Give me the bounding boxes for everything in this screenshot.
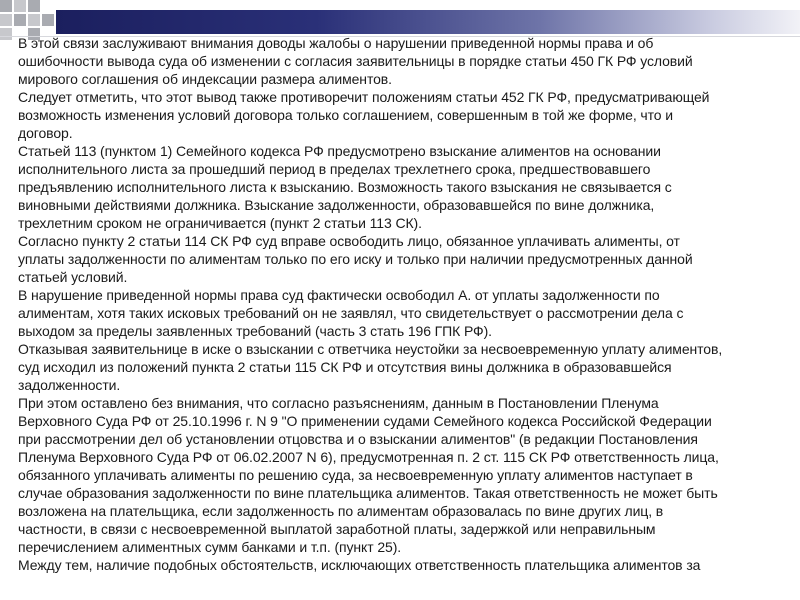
- text-line: задолженности.: [18, 377, 121, 393]
- text-line: возложена на плательщика, если задолженность по алиментам образовалась по вине других лиц, в: [18, 503, 664, 519]
- text-line: перечислением алиментных сумм банками и т.п. (пункт 25).: [18, 539, 402, 555]
- slide-header-bar: [56, 10, 800, 34]
- text-line: обязанного уплачивать алименты по решению суда, за несвоевременную уплату алиментов наступает в: [18, 467, 693, 483]
- decor-square: [28, 0, 40, 12]
- decor-square: [0, 14, 12, 26]
- decor-square: [14, 14, 26, 26]
- text-line: В этой связи заслуживают внимания доводы жалобы о нарушении приведенной нормы права и об: [18, 35, 654, 51]
- text-line: В нарушение приведенной нормы права суд фактически освободил А. от уплаты задолженности по: [18, 287, 660, 303]
- text-line: при рассмотрении дел об установлении отцовства и о взыскании алиментов" (в редакции Постановления: [18, 431, 698, 447]
- decor-square: [14, 0, 26, 12]
- text-paragraph: [18, 556, 800, 574]
- text-paragraph: [18, 232, 800, 286]
- text-line: уплаты задолженности по алиментам только по его иску и только при наличии предусмотренных данной: [18, 251, 693, 267]
- text-line: виновными действиями должника. Взыскание задолженности, образовавшейся по вине должника,: [18, 197, 655, 213]
- decor-square: [42, 14, 54, 26]
- text-line: исполнительного листа за прошедший период в пределах трехлетнего срока, предшествовавшего: [18, 161, 651, 177]
- text-line: Между тем, наличие подобных обстоятельств, исключающих ответственность плательщика алиментов за: [18, 557, 701, 573]
- text-line: возможность изменения условий договора только соглашением, совершенным в той же форме, что и: [18, 107, 673, 123]
- text-paragraph: [18, 88, 800, 142]
- text-paragraph: [18, 340, 800, 394]
- text-line: суд исходил из положений пункта 2 статьи 115 СК РФ и отсутствия вины должника в образовавшейся: [18, 359, 672, 375]
- text-line: трехлетним сроком не ограничивается (пункт 2 статьи 113 СК).: [18, 215, 422, 231]
- text-line: Статьей 113 (пунктом 1) Семейного кодекса РФ предусмотрено взыскание алиментов на основании: [18, 143, 661, 159]
- text-paragraph: [18, 394, 800, 556]
- text-line: предъявлению исполнительного листа к взысканию. Возможность такого взыскания не связывается с: [18, 179, 672, 195]
- decor-square: [0, 0, 12, 12]
- text-line: договор.: [18, 125, 73, 141]
- slide-text-body: [18, 34, 800, 600]
- text-line: выходом за пределы заявленных требований (часть 3 стать 196 ГПК РФ).: [18, 323, 492, 339]
- text-line: Согласно пункту 2 статьи 114 СК РФ суд вправе освободить лицо, обязанное уплачивать алименты, от: [18, 233, 680, 249]
- text-line: частности, в связи с несвоевременной выплатой заработной платы, задержкой или неправильным: [18, 521, 656, 537]
- text-line: Пленума Верховного Суда РФ от 06.02.2007 N 6), предусмотренная п. 2 ст. 115 СК РФ ответственность лица,: [18, 449, 719, 465]
- text-line: Отказывая заявительнице в иске о взыскании с ответчика неустойки за несвоевременную уплату алиментов,: [18, 341, 723, 357]
- text-paragraph: [18, 34, 800, 88]
- text-line: мирового соглашения об индексации размера алиментов.: [18, 71, 392, 87]
- text-line: Следует отметить, что этот вывод также противоречит положениям статьи 452 ГК РФ, предусматривающей: [18, 89, 710, 105]
- decor-square: [28, 14, 40, 26]
- text-line: случае образования задолженности по вине плательщика алиментов. Такая ответственность не может быть: [18, 485, 718, 501]
- decor-square: [0, 28, 12, 40]
- text-paragraph: [18, 142, 800, 232]
- text-line: статьей условий.: [18, 269, 128, 285]
- text-line: Верховного Суда РФ от 25.10.1996 г. N 9 "О применении судами Семейного кодекса Российской Федерации: [18, 413, 712, 429]
- text-line: ошибочности вывода суда об изменении с согласия заявительницы в порядке статьи 450 ГК РФ условий: [18, 53, 693, 69]
- text-line: алиментам, хотя таких исковых требований он не заявлял, что свидетельствует о рассмотрении дела с: [18, 305, 684, 321]
- text-paragraph: [18, 286, 800, 340]
- text-line: При этом оставлено без внимания, что согласно разъяснениям, данным в Постановлении Пленума: [18, 395, 659, 411]
